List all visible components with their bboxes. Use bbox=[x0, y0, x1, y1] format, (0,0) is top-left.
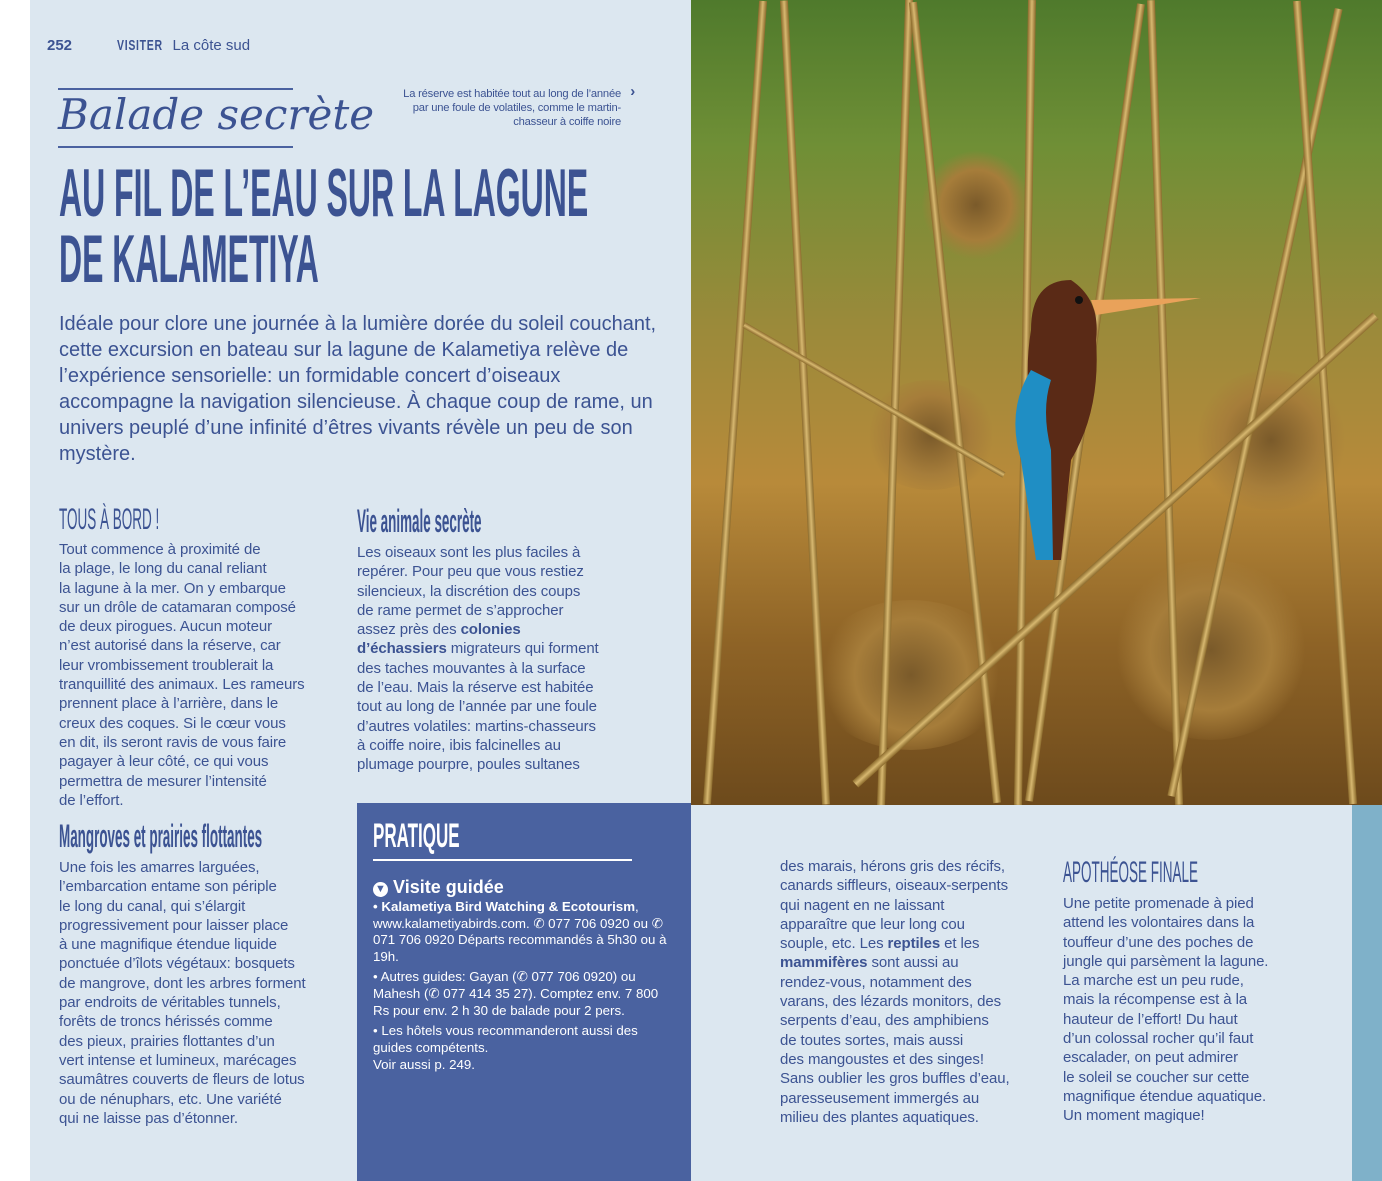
text-mangroves bbox=[59, 858, 306, 1128]
bold-term: reptiles bbox=[887, 935, 941, 953]
text-line: vert intense et lumineux, marécages bbox=[59, 1051, 297, 1069]
text-line: à une magnifique étendue liquide bbox=[59, 936, 277, 954]
text-line: l’embarcation entame son périple bbox=[59, 878, 277, 896]
text-line: paresseusement immergés au bbox=[780, 1089, 980, 1107]
text-line: plumage pourpre, poules sultanes bbox=[357, 756, 580, 774]
text-line: qui nagent en ne laissant bbox=[780, 896, 945, 914]
text-line: assez près des colonies bbox=[357, 621, 521, 639]
text-line: serpents d’eau, des amphibiens bbox=[780, 1012, 989, 1030]
text-line: pagayer à leur côté, ce qui vous bbox=[59, 753, 269, 771]
text-line: Une fois les amarres larguées, bbox=[59, 859, 260, 876]
pratique-rule bbox=[373, 859, 632, 861]
text-line: progressivement pour laisser place bbox=[59, 916, 289, 934]
text-line: prennent place à l’arrière, dans le bbox=[59, 695, 279, 713]
running-header bbox=[117, 37, 250, 54]
heading-mangroves: Mangroves et prairies flottantes bbox=[59, 818, 263, 854]
text-line: de deux pirogues. Aucun moteur bbox=[59, 618, 272, 636]
pratique-heading: PRATIQUE bbox=[373, 817, 460, 855]
text-line: varans, des lézards monitors, des bbox=[780, 993, 1001, 1011]
text-line: touffeur d’une des poches de bbox=[1063, 933, 1254, 951]
text-line: jungle qui parsèment la lagune. bbox=[1063, 952, 1269, 970]
text-line: souple, etc. Les reptiles et les bbox=[780, 935, 980, 953]
text-suite bbox=[780, 857, 1010, 1127]
text-line: repérer. Pour peu que vous restiez bbox=[357, 563, 584, 581]
subsection-label: La côte sud bbox=[172, 37, 251, 54]
text-line: Une petite promenade à pied bbox=[1063, 895, 1254, 912]
text-line: rendez-vous, notamment des bbox=[780, 973, 972, 991]
pratique-box bbox=[357, 803, 691, 1181]
text-line: des mangoustes et des singes! bbox=[780, 1050, 984, 1068]
text-line: le soleil se coucher sur cette bbox=[1063, 1068, 1250, 1086]
text-line: milieu des plantes aquatiques. bbox=[780, 1108, 979, 1126]
text-line: par endroits de véritables tunnels, bbox=[59, 994, 281, 1012]
heading-tous-a-bord: TOUS À BORD ! bbox=[59, 503, 160, 536]
text-line: le long du canal, qui s’élargit bbox=[59, 897, 246, 915]
section-label: VISITER bbox=[117, 37, 163, 54]
text-line: n’est autorisé dans la réserve, car bbox=[59, 637, 281, 655]
text-line: ponctuée d’îlots végétaux: bosquets bbox=[59, 955, 295, 973]
text-line: à coiffe noire, ibis falcinelles au bbox=[357, 736, 561, 754]
kicker-rule-bottom bbox=[58, 146, 293, 148]
other-guides: • Autres guides: Gayan (✆ 077 706 0920) ou Mahesh (✆ 077 414 35 27). Comptez env. 7 800 Rs pour env. 2 h 30 de balade pour 2 pers. bbox=[373, 969, 659, 1018]
text-apotheose bbox=[1063, 894, 1268, 1126]
text-line: d’un colossal rocher qu’il faut bbox=[1063, 1030, 1254, 1048]
heading-apotheose: APOTHÉOSE FINALE bbox=[1063, 856, 1199, 889]
text-line: des taches mouvantes à la surface bbox=[357, 659, 586, 677]
text-line: la lagune à la mer. On y embarque bbox=[59, 579, 286, 597]
text-line: hauteur de l’effort! Du haut bbox=[1063, 1010, 1238, 1028]
pratique-body: • Kalametiya Bird Watching & Ecotourism, www.kalametiyabirds.com. ✆ 077 706 0920 ou ✆ 071 706 0920 Départs recommandés à 5h30 ou à 19h. • Autres guides: Gayan (✆ 077 706 0920) ou Mahesh (✆ 077 414 35 27). Comptez env. 7 800 Rs pour env. 2 h 30 de balade pour 2 pers. • Les hôtels vous recommanderont aussi des guides compétents. Voir aussi p. 249. bbox=[373, 899, 673, 1078]
text-line: apparaître que leur long cou bbox=[780, 915, 965, 933]
see-also-link[interactable]: Voir aussi p. 249. bbox=[373, 1057, 476, 1073]
text-tous-a-bord bbox=[59, 540, 305, 810]
text-line: leur vrombissement troublerait la bbox=[59, 656, 274, 674]
text-line: tout au long de l’année par une foule bbox=[357, 698, 597, 716]
text-line: tranquillité des animaux. Les rameurs bbox=[59, 676, 305, 694]
text-line: escalader, on peut admirer bbox=[1063, 1049, 1239, 1067]
photo-caption: La réserve est habitée tout au long de l’année par une foule de volatiles, comme le martin-chasseur à coiffe noire › bbox=[403, 83, 635, 128]
text-line: permettra de mesurer l’intensité bbox=[59, 772, 267, 790]
text-line: de rame permet de s’approcher bbox=[357, 601, 564, 619]
text-line: forêts de troncs hérissés comme bbox=[59, 1013, 273, 1031]
text-line: Les oiseaux sont les plus faciles à bbox=[357, 544, 581, 561]
kicker: Balade secrète bbox=[58, 90, 375, 139]
intro-paragraph: Idéale pour clore une journée à la lumière dorée du soleil couchant, cette excursion en bateau sur la lagune de Kalametiya relève de l’expérience sensorielle: un formidable concert d’oiseaux accompagne la navigation silencieuse. À chaque coup de rame, un univers peuplé d’une infinité d’êtres vivants révèle un peu de son mystère. bbox=[59, 313, 657, 465]
text-line: Tout commence à proximité de bbox=[59, 541, 261, 558]
pratique-subheading: ▼ Visite guidée bbox=[373, 877, 504, 898]
arrow-right-icon: › bbox=[630, 83, 635, 100]
bold-term: mammifères bbox=[780, 954, 868, 972]
text-line: silencieux, la discrétion des coups bbox=[357, 582, 581, 600]
text-line: d’échassiers migrateurs qui forment bbox=[357, 640, 599, 658]
bold-term: colonies bbox=[460, 621, 521, 639]
text-line: en dit, ils seront ravis de vous faire bbox=[59, 733, 287, 751]
text-line: mais la récompense est à la bbox=[1063, 991, 1248, 1009]
text-line: qui ne laisse pas d’étonner. bbox=[59, 1109, 238, 1127]
kingfisher-bird bbox=[991, 260, 1211, 580]
text-line: des marais, hérons gris des récifs, bbox=[780, 858, 1005, 875]
text-line: mammifères sont aussi au bbox=[780, 954, 959, 972]
heading-vie-animale: Vie animale secrète bbox=[357, 503, 482, 539]
page-number: 252 bbox=[47, 37, 73, 54]
text-line: Un moment magique! bbox=[1063, 1107, 1205, 1125]
kingfisher-photo bbox=[691, 0, 1382, 805]
text-line: canards siffleurs, oiseaux-serpents bbox=[780, 877, 1009, 895]
text-vie-animale bbox=[357, 543, 599, 775]
text-line: ou de nénuphars, etc. Une variété bbox=[59, 1090, 282, 1108]
text-line: de mangrove, dont les arbres forment bbox=[59, 974, 306, 992]
title-line: AU FIL DE L’EAU SUR LA LAGUNE bbox=[59, 155, 589, 231]
hotels-note: • Les hôtels vous recommanderont aussi des guides compétents. bbox=[373, 1023, 638, 1055]
text-line: La marche est un peu rude, bbox=[1063, 972, 1244, 990]
text-line: de l’effort. bbox=[59, 791, 124, 809]
text-line: saumâtres couverts de fleurs de lotus bbox=[59, 1071, 305, 1089]
text-line: la plage, le long du canal reliant bbox=[59, 560, 267, 578]
text-line: d’autres volatiles: martins-chasseurs bbox=[357, 717, 596, 735]
text-line: sur un drôle de catamaran composé bbox=[59, 598, 296, 616]
text-line: creux des coques. Si le cœur vous bbox=[59, 714, 286, 732]
pin-icon: ▼ bbox=[373, 882, 388, 897]
text-line: attend les volontaires dans la bbox=[1063, 914, 1255, 932]
text-line: magnifique étendue aquatique. bbox=[1063, 1087, 1267, 1105]
text-line: Sans oublier les gros buffles d’eau, bbox=[780, 1070, 1010, 1088]
guide-name: • Kalametiya Bird Watching & Ecotourism bbox=[373, 899, 636, 914]
title-line: DE KALAMETIYA bbox=[59, 221, 319, 297]
text-line: des pieux, prairies flottantes d’un bbox=[59, 1032, 275, 1050]
bold-term: d’échassiers bbox=[357, 640, 447, 658]
text-line: de l’eau. Mais la réserve est habitée bbox=[357, 679, 594, 697]
text-line: de toutes sortes, mais aussi bbox=[780, 1031, 964, 1049]
